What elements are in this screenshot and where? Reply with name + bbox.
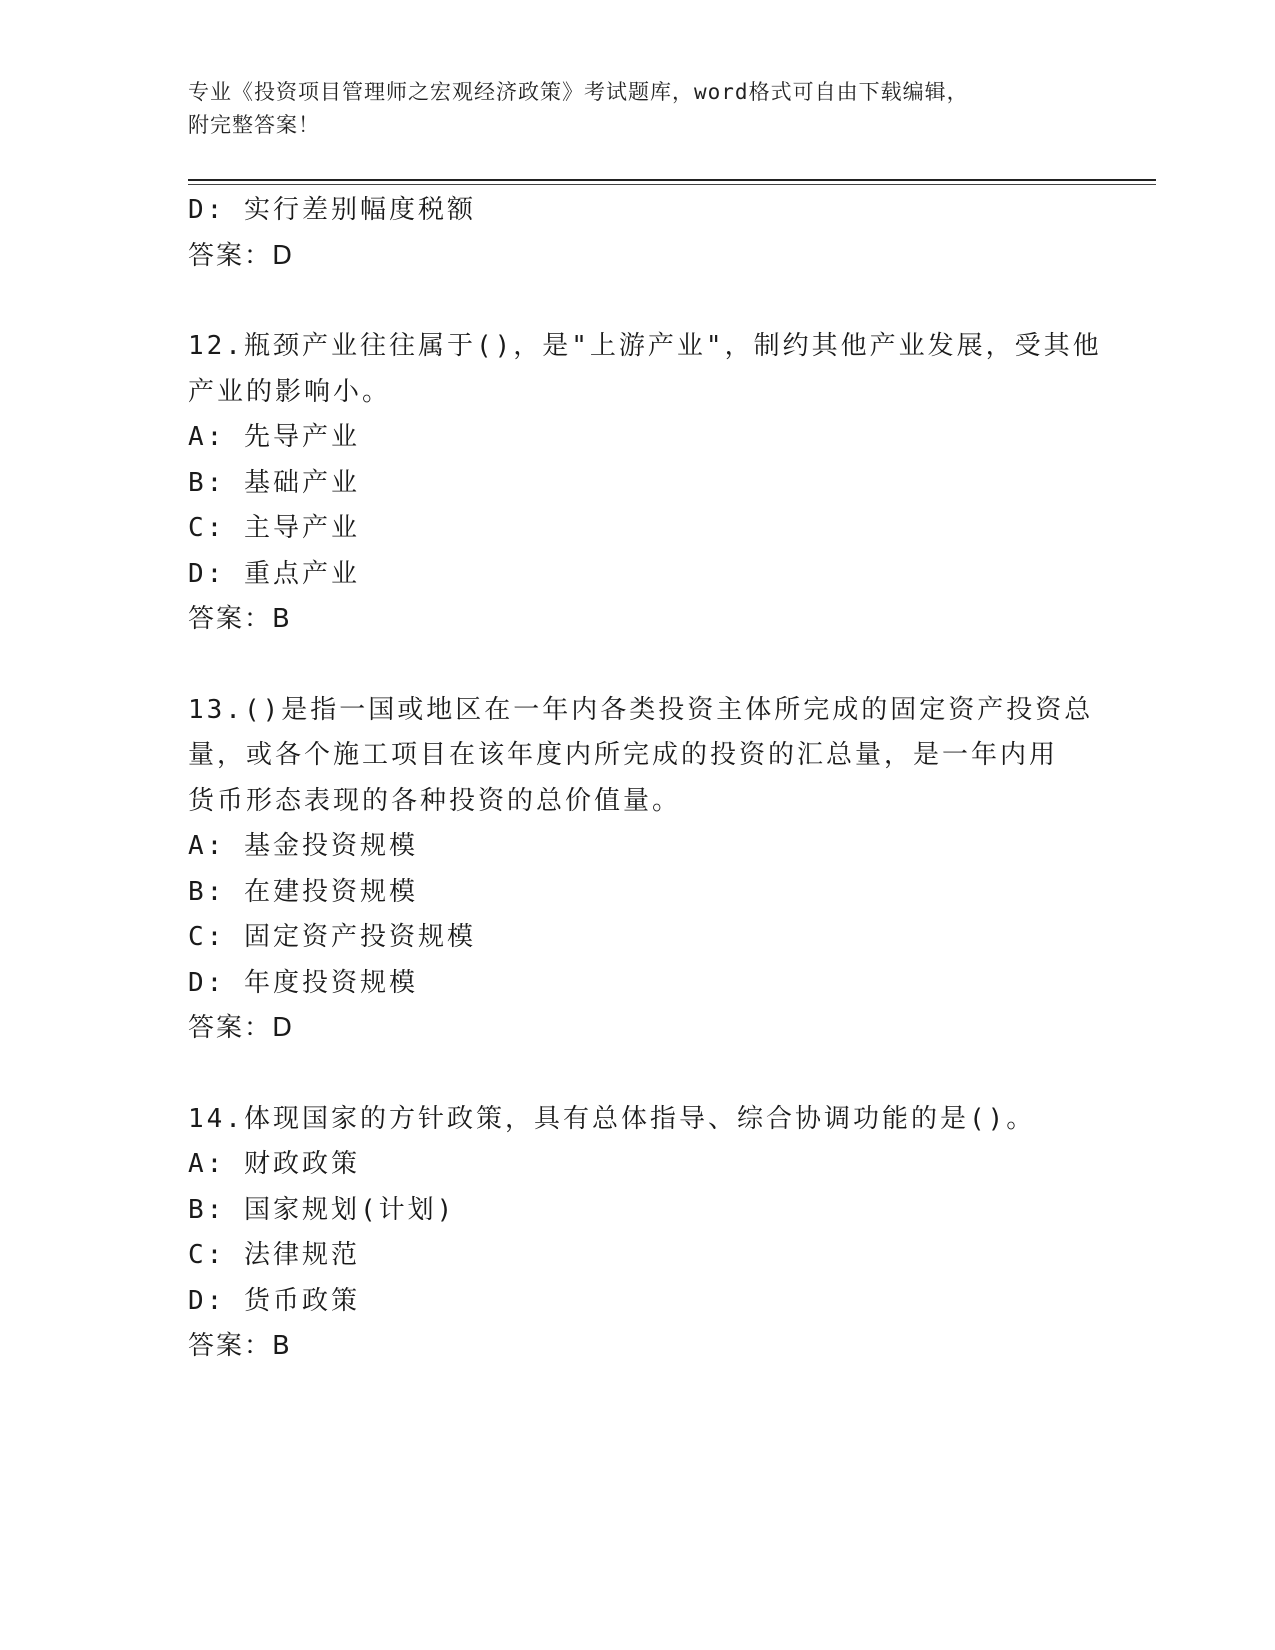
option-b: B: 在建投资规模 <box>188 876 418 907</box>
header-title-line-1: 专业《投资项目管理师之宏观经济政策》考试题库，word格式可自由下载编辑， <box>188 80 969 104</box>
option-c: C: 法律规范 <box>188 1240 360 1270</box>
spacer <box>188 1052 1088 1097</box>
option-a: A: 先导产业 <box>188 422 360 452</box>
question-13 <box>188 688 1094 1052</box>
question-stem-line: 产业的影响小。 <box>188 376 392 407</box>
spacer <box>188 279 1088 324</box>
question-14 <box>188 1097 1088 1370</box>
option-d: D: 实行差别幅度税额 <box>188 195 476 225</box>
document-header <box>188 76 1068 142</box>
question-12 <box>188 324 1102 643</box>
option-c: C: 主导产业 <box>188 513 360 543</box>
answer-line: 答案：D <box>188 1013 295 1043</box>
question-stem-line: 13.()是指一国或地区在一年内各类投资主体所完成的固定资产投资总 <box>188 694 1094 725</box>
question-stem-line: 货币形态表现的各种投资的总价值量。 <box>188 785 682 816</box>
answer-line: 答案：B <box>188 1331 292 1361</box>
question-stem-line: 量，或各个施工项目在该年度内所完成的投资的汇总量，是一年内用 <box>188 740 1059 770</box>
question-11-fragment <box>188 188 1088 279</box>
header-divider-thick <box>188 179 1156 181</box>
question-stem-line: 14.体现国家的方针政策，具有总体指导、综合协调功能的是()。 <box>188 1103 1036 1134</box>
option-b: B: 基础产业 <box>188 467 360 498</box>
option-d: D: 货币政策 <box>188 1285 360 1316</box>
option-d: D: 年度投资规模 <box>188 967 418 998</box>
option-c: C: 固定资产投资规模 <box>188 922 476 952</box>
option-b: B: 国家规划(计划) <box>188 1194 456 1225</box>
answer-line: 答案：D <box>188 240 295 271</box>
question-stem-line: 12.瓶颈产业往往属于()，是"上游产业"，制约其他产业发展，受其他 <box>188 331 1102 361</box>
header-divider-thin <box>188 184 1156 185</box>
option-d: D: 重点产业 <box>188 558 360 589</box>
header-title-line-2: 附完整答案！ <box>188 113 320 137</box>
question-content <box>188 188 1102 1370</box>
option-a: A: 基金投资规模 <box>188 831 418 861</box>
spacer <box>188 643 1088 688</box>
answer-line: 答案：B <box>188 604 292 634</box>
option-a: A: 财政政策 <box>188 1149 360 1179</box>
